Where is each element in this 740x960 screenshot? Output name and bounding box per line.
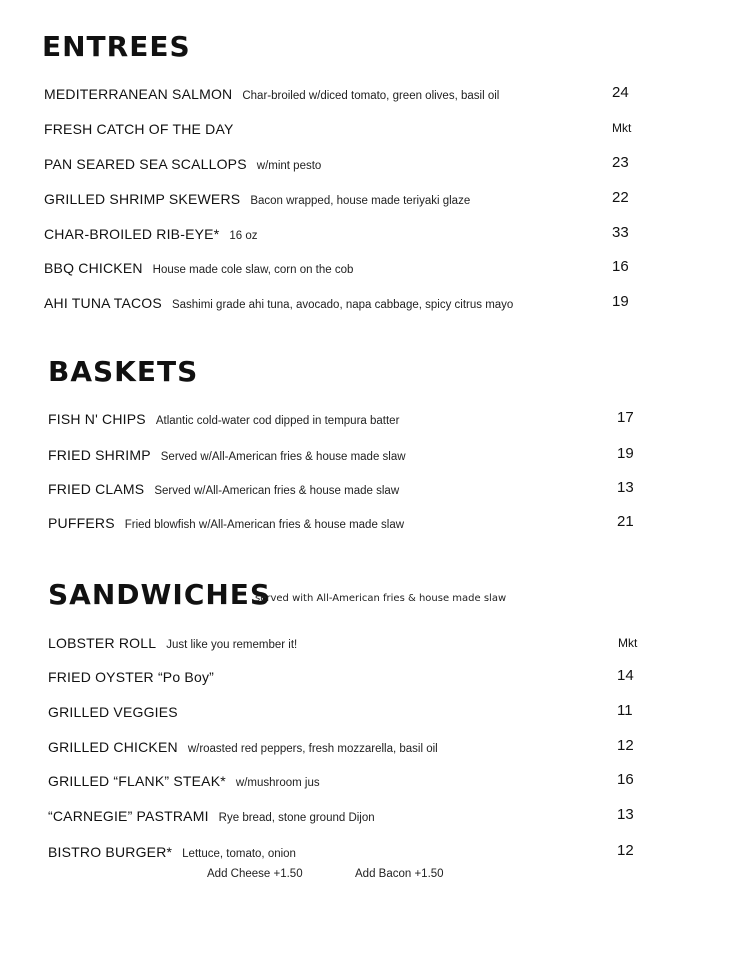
item-name: GRILLED CHICKEN [48, 739, 178, 755]
item-description: Served w/All-American fries & house made slaw [160, 451, 406, 463]
item-price: 14 [617, 667, 634, 684]
item-name: FISH N' CHIPS [48, 411, 146, 427]
menu-item [48, 409, 399, 431]
item-description: w/roasted red peppers, fresh mozzarella, basil oil [187, 743, 438, 755]
item-name: LOBSTER ROLL [48, 635, 157, 651]
addon-cheese: Add Cheese +1.50 [207, 868, 303, 880]
menu-item [44, 224, 258, 246]
item-price: 12 [617, 737, 634, 754]
item-price: 19 [617, 445, 634, 462]
item-price: 23 [612, 154, 629, 171]
menu-item [44, 154, 321, 176]
item-description: Bacon wrapped, house made teriyaki glaze [250, 195, 471, 207]
item-price: 21 [617, 513, 634, 530]
item-price: 33 [612, 224, 629, 241]
item-name: GRILLED “FLANK” STEAK* [48, 773, 226, 789]
section-heading-baskets: BASKETS [48, 355, 199, 388]
menu-item [44, 119, 234, 141]
item-name: AHI TUNA TACOS [44, 295, 162, 311]
item-price: 11 [617, 702, 633, 719]
item-description: w/mushroom jus [235, 777, 320, 789]
section-heading-entrees: ENTREES [42, 30, 191, 63]
item-description: Atlantic cold-water cod dipped in tempura batter [155, 415, 400, 427]
item-name: MEDITERRANEAN SALMON [44, 86, 233, 102]
menu-item [44, 293, 513, 315]
item-name: CHAR-BROILED RIB-EYE* [44, 226, 220, 242]
item-price: 13 [617, 479, 634, 496]
item-name: FRIED SHRIMP [48, 447, 151, 463]
item-description: Served w/All-American fries & house made slaw [154, 485, 400, 497]
item-price: 19 [612, 293, 629, 310]
menu-item [48, 842, 296, 864]
item-name: GRILLED SHRIMP SKEWERS [44, 191, 241, 207]
item-description: 16 oz [229, 230, 258, 242]
item-price: 13 [617, 806, 634, 823]
section-heading-sandwiches: SANDWICHES [48, 578, 272, 611]
item-description: w/mint pesto [256, 160, 322, 172]
item-name: FRIED OYSTER “Po Boy” [48, 669, 215, 685]
item-description: Sashimi grade ahi tuna, avocado, napa cabbage, spicy citrus mayo [171, 299, 514, 311]
item-price: Mkt [612, 121, 632, 135]
item-description: Rye bread, stone ground Dijon [218, 812, 375, 824]
item-description: Fried blowfish w/All-American fries & house made slaw [124, 519, 405, 531]
item-name: “CARNEGIE” PASTRAMI [48, 808, 209, 824]
menu-item [44, 189, 470, 211]
item-name: BBQ CHICKEN [44, 260, 143, 276]
item-description: Char-broiled w/diced tomato, green olives, basil oil [242, 90, 500, 102]
menu-item [48, 702, 178, 724]
item-name: PAN SEARED SEA SCALLOPS [44, 156, 247, 172]
item-price: 24 [612, 84, 629, 101]
item-price: 16 [617, 771, 634, 788]
menu-item [44, 84, 499, 106]
item-name: BISTRO BURGER* [48, 844, 173, 860]
item-price: 22 [612, 189, 629, 206]
menu-item [48, 667, 214, 689]
item-price: 12 [617, 842, 634, 859]
menu-item [48, 479, 399, 501]
menu-item [48, 513, 404, 535]
item-name: FRESH CATCH OF THE DAY [44, 121, 234, 137]
menu-item [48, 737, 438, 759]
item-description: Lettuce, tomato, onion [182, 848, 296, 860]
item-description: House made cole slaw, corn on the cob [152, 264, 354, 276]
section-note: served with All-American fries & house made slaw [255, 593, 507, 604]
menu-item [44, 258, 353, 280]
addon-bacon: Add Bacon +1.50 [355, 868, 444, 880]
menu-item [48, 806, 375, 828]
item-price: 16 [612, 258, 629, 275]
item-name: FRIED CLAMS [48, 481, 145, 497]
menu-item [48, 445, 406, 467]
item-price: 17 [617, 409, 634, 426]
item-name: PUFFERS [48, 515, 115, 531]
item-description: Just like you remember it! [166, 639, 298, 651]
menu-item [48, 771, 320, 793]
item-price: Mkt [618, 636, 638, 650]
menu-item [48, 633, 297, 655]
item-name: GRILLED VEGGIES [48, 704, 178, 720]
